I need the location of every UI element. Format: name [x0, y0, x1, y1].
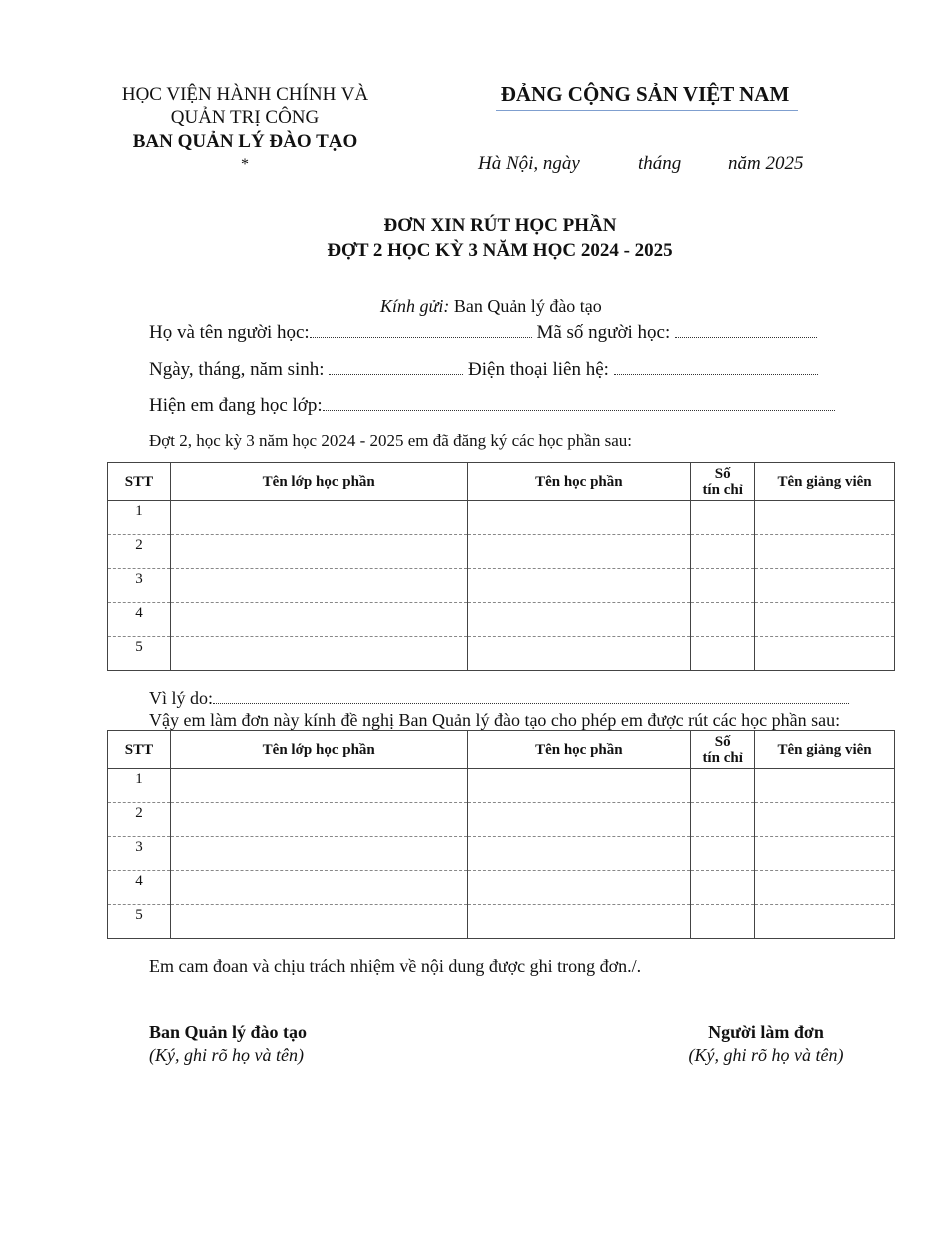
header-credits-line1: Số: [714, 733, 731, 750]
cell-credits[interactable]: [691, 769, 755, 803]
cell-lecturer[interactable]: [755, 501, 895, 535]
cell-credits[interactable]: [691, 501, 755, 535]
student-id-field[interactable]: [675, 337, 817, 338]
cell-class-name[interactable]: [170, 603, 467, 637]
cell-course-name[interactable]: [467, 637, 691, 671]
cell-lecturer[interactable]: [755, 837, 895, 871]
header-course-name: Tên học phần: [467, 463, 691, 501]
party-underline: [496, 110, 798, 111]
cell-class-name[interactable]: [170, 905, 467, 939]
header-credits-line2: tín chỉ: [702, 749, 743, 766]
table-row: [108, 769, 895, 803]
cell-class-name[interactable]: [170, 637, 467, 671]
signature-left-note: (Ký, ghi rõ họ và tên): [149, 1045, 304, 1065]
org-name-line2: QUẢN TRỊ CÔNG: [170, 107, 320, 128]
header-stt: STT: [108, 463, 171, 501]
date-place: Hà Nội, ngày: [478, 153, 580, 174]
cell-course-name[interactable]: [467, 871, 691, 905]
row-number: 4: [108, 603, 171, 637]
date-month: tháng: [638, 153, 682, 174]
registered-intro: Đợt 2, học kỳ 3 năm học 2024 - 2025 em đã đăng ký các học phần sau:: [149, 431, 632, 450]
recipient: [380, 296, 602, 317]
dob-row: [149, 359, 818, 381]
row-number: 2: [108, 535, 171, 569]
cell-class-name[interactable]: [170, 501, 467, 535]
cell-lecturer[interactable]: [755, 569, 895, 603]
cell-lecturer[interactable]: [755, 637, 895, 671]
table-row: [108, 837, 895, 871]
cell-class-name[interactable]: [170, 803, 467, 837]
table-header-row: [108, 731, 895, 769]
form-title: ĐƠN XIN RÚT HỌC PHẦN: [383, 215, 617, 236]
cell-class-name[interactable]: [170, 871, 467, 905]
row-number: 4: [108, 871, 171, 905]
cell-class-name[interactable]: [170, 837, 467, 871]
form-subtitle: ĐỢT 2 HỌC KỲ 3 NĂM HỌC 2024 - 2025: [327, 240, 673, 261]
recipient-label: Kính gửi:: [380, 296, 450, 316]
row-number: 5: [108, 905, 171, 939]
header-course-name: Tên học phần: [467, 731, 691, 769]
table-header-row: [108, 463, 895, 501]
cell-credits[interactable]: [691, 535, 755, 569]
cell-credits[interactable]: [691, 905, 755, 939]
row-number: 1: [108, 501, 171, 535]
cell-lecturer[interactable]: [755, 769, 895, 803]
table-row: [108, 535, 895, 569]
cell-lecturer[interactable]: [755, 905, 895, 939]
signature-right-title: Người làm đơn: [708, 1022, 824, 1042]
cell-credits[interactable]: [691, 837, 755, 871]
registered-courses-table: [107, 462, 895, 671]
cell-lecturer[interactable]: [755, 535, 895, 569]
table-row: [108, 603, 895, 637]
name-row: [149, 322, 817, 344]
name-field[interactable]: [310, 337, 532, 338]
cell-course-name[interactable]: [467, 535, 691, 569]
student-id-label: Mã số người học:: [536, 322, 671, 343]
cell-course-name[interactable]: [467, 905, 691, 939]
cell-class-name[interactable]: [170, 769, 467, 803]
date-year: năm 2025: [728, 153, 804, 174]
cell-class-name[interactable]: [170, 535, 467, 569]
reason-label: Vì lý do:: [149, 688, 214, 708]
cell-course-name[interactable]: [467, 569, 691, 603]
dob-label: Ngày, tháng, năm sinh:: [149, 359, 325, 380]
phone-field[interactable]: [614, 374, 818, 375]
class-label: Hiện em đang học lớp:: [149, 395, 323, 416]
commitment-text: Em cam đoan và chịu trách nhiệm về nội dung được ghi trong đơn./.: [149, 956, 642, 976]
header-credits: [691, 731, 755, 769]
org-name-line1: HỌC VIỆN HÀNH CHÍNH VÀ: [121, 84, 369, 105]
row-number: 1: [108, 769, 171, 803]
recipient-value: Ban Quản lý đào tạo: [453, 296, 602, 316]
signature-right-note: (Ký, ghi rõ họ và tên): [688, 1045, 844, 1065]
cell-class-name[interactable]: [170, 569, 467, 603]
header-stt: STT: [108, 731, 171, 769]
cell-course-name[interactable]: [467, 803, 691, 837]
star-mark: *: [241, 156, 249, 173]
table-row: [108, 637, 895, 671]
cell-course-name[interactable]: [467, 603, 691, 637]
cell-course-name[interactable]: [467, 769, 691, 803]
header-credits-line1: Số: [714, 465, 731, 482]
row-number: 3: [108, 837, 171, 871]
table-row: [108, 905, 895, 939]
request-text: Vậy em làm đơn này kính đề nghị Ban Quản lý đào tạo cho phép em được rút các học phần sau:: [149, 710, 841, 730]
table-row: [108, 569, 895, 603]
cell-lecturer[interactable]: [755, 871, 895, 905]
header-lecturer: Tên giảng viên: [755, 463, 895, 501]
cell-credits[interactable]: [691, 871, 755, 905]
reason-field[interactable]: [213, 703, 849, 704]
reason-row: [149, 688, 849, 709]
class-row: [149, 395, 835, 417]
header-class-name: Tên lớp học phần: [170, 731, 467, 769]
cell-credits[interactable]: [691, 803, 755, 837]
header-class-name: Tên lớp học phần: [170, 463, 467, 501]
table-row: [108, 871, 895, 905]
department-name: BAN QUẢN LÝ ĐÀO TẠO: [132, 131, 358, 152]
row-number: 3: [108, 569, 171, 603]
table-row: [108, 803, 895, 837]
signature-left-title: Ban Quản lý đào tạo: [149, 1022, 308, 1042]
header-credits-line2: tín chỉ: [702, 481, 743, 498]
phone-label: Điện thoại liên hệ:: [468, 359, 609, 380]
cell-credits[interactable]: [691, 603, 755, 637]
row-number: 2: [108, 803, 171, 837]
cell-lecturer[interactable]: [755, 603, 895, 637]
dob-field[interactable]: [329, 374, 463, 375]
cell-lecturer[interactable]: [755, 803, 895, 837]
row-number: 5: [108, 637, 171, 671]
cell-credits[interactable]: [691, 637, 755, 671]
party-name: ĐẢNG CỘNG SẢN VIỆT NAM: [500, 82, 790, 106]
header-lecturer: Tên giảng viên: [755, 731, 895, 769]
withdraw-courses-table: [107, 730, 895, 939]
header-credits: [691, 463, 755, 501]
cell-course-name[interactable]: [467, 501, 691, 535]
table-row: [108, 501, 895, 535]
cell-course-name[interactable]: [467, 837, 691, 871]
class-field[interactable]: [323, 410, 835, 411]
name-label: Họ và tên người học:: [149, 322, 310, 343]
cell-credits[interactable]: [691, 569, 755, 603]
